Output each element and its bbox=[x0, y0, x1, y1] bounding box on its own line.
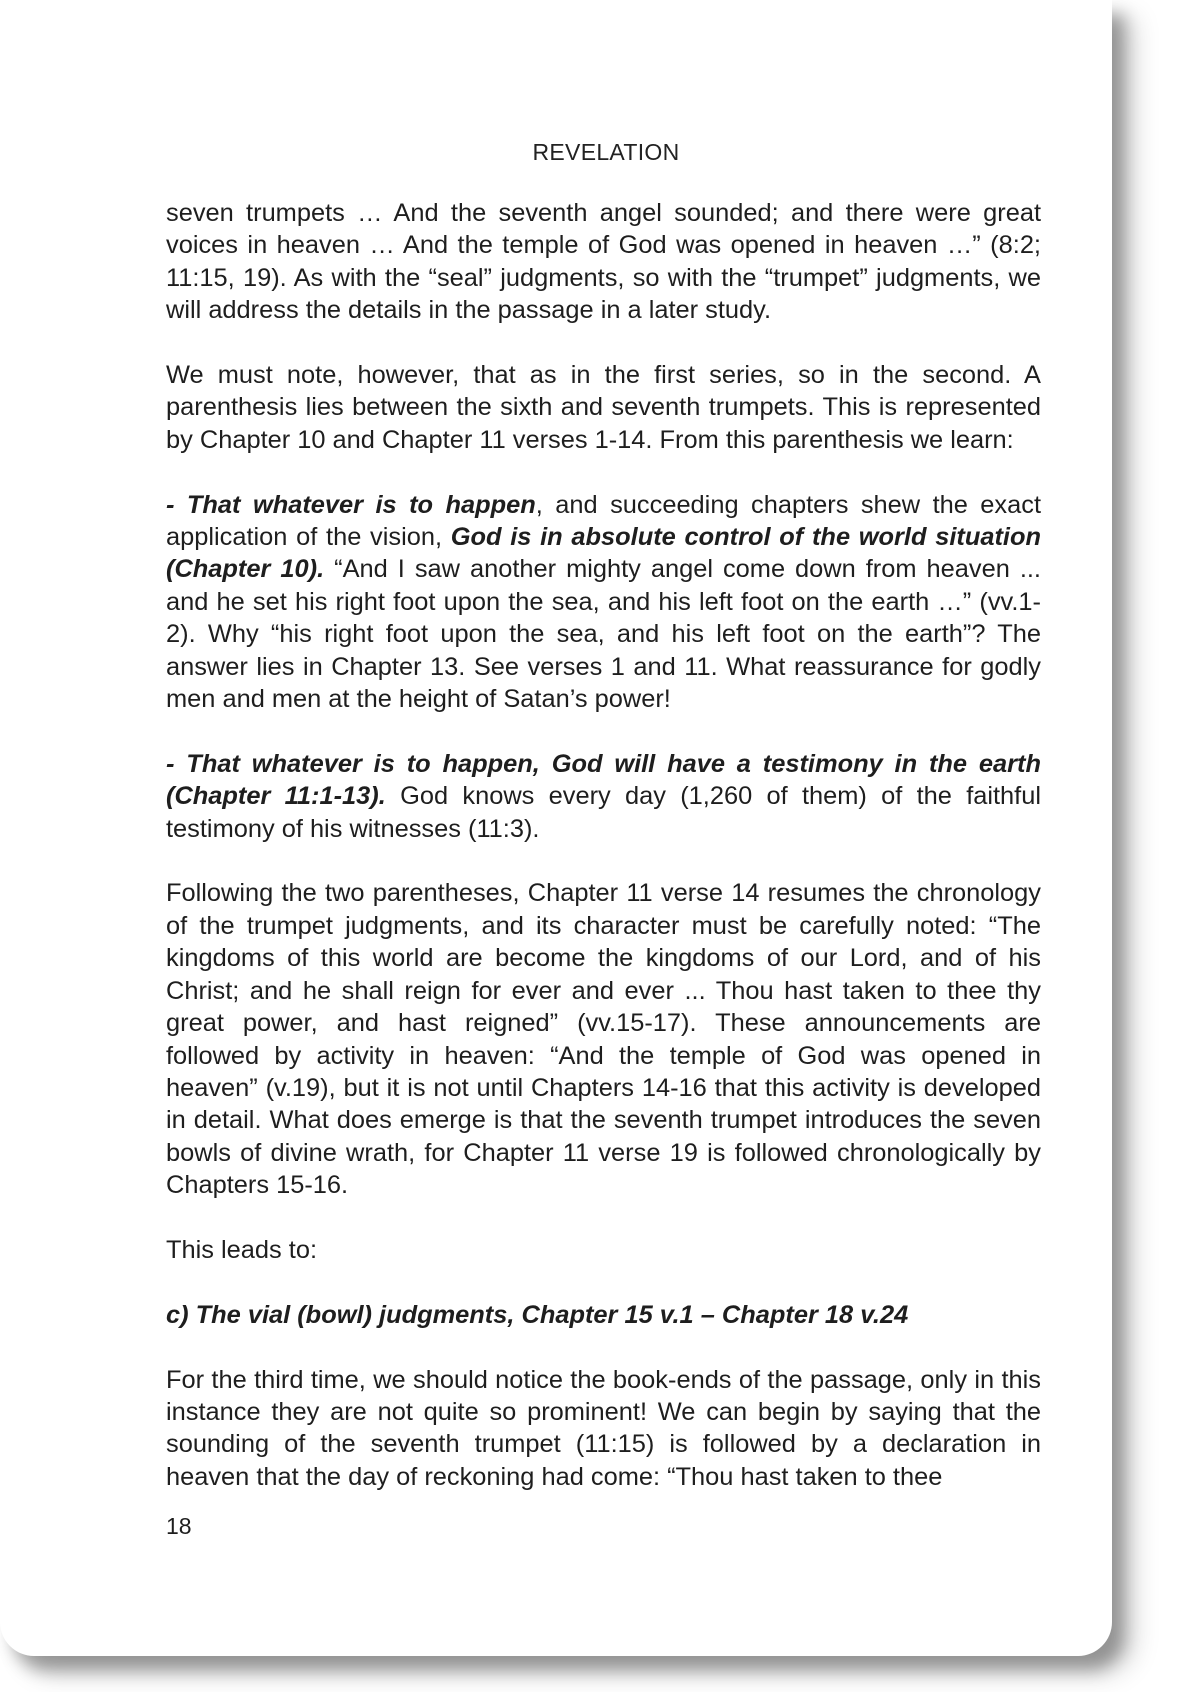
point-lead: - That whatever is to happen bbox=[166, 490, 536, 519]
point-text: God knows every day (1,260 of them) of the faithful testimony of his witnesses (11:3). bbox=[166, 782, 1041, 843]
point-text: , and succeeding chapters shew the exact application of the vision, bbox=[166, 490, 1041, 552]
paragraph-testimony bbox=[166, 748, 1041, 845]
point-lead: - That whatever is to happen, God will have a testimony in the earth (Chapter 11:1-13). bbox=[166, 749, 1041, 811]
paragraph-seventh-trumpet: Following the two parentheses, Chapter 11 verse 14 resumes the chronology of the trumpet judgments, and its character must be carefully noted: “The kingdoms of this world are become the kingdoms of our Lord, and of his Christ; and he shall reign for ever and ever ... Thou hast taken to thee thy great power, and hast reigned” (vv.15-17). These announcements are followed by activity in heaven: “And the temple of God was opened in heaven” (v.19), but it is not until Chapters 14-16 that this activity is developed in detail. What does emerge is that the seventh trumpet introduces the seven bowls of divine wrath, for Chapter 11 verse 19 is followed chronologically by Chapters 15-16. bbox=[166, 879, 1041, 1200]
point-text: “And I saw another mighty angel come down from heaven ... and he set his right foot upon the sea, and his left foot on the earth …” (vv.1-2). Why “his right foot upon the sea, and his left foot on the earth”? The answer lies in Chapter 13. See verses 1 and 11. What reassurance for godly men and men at the height of Satan’s power! bbox=[166, 555, 1041, 714]
running-head: REVELATION bbox=[532, 139, 680, 165]
paragraph-book-ends: For the third time, we should notice the book-ends of the passage, only in this instance they are not quite so prominent! We can begin by saying that the sounding of the seventh trumpet (11:15) is followed by a declaration in heaven that the day of reckoning had come: “Thou hast taken to thee bbox=[166, 1365, 1041, 1491]
paragraph-trumpets-intro: seven trumpets … And the seventh angel sounded; and there were great voices in heaven … And the temple of God was opened in heaven …” (8:2; 11:15, 19). As with the “seal” judgments, so with the “trumpet” judgments, we will address the details in the passage in a later study. bbox=[166, 199, 1041, 325]
paragraph-god-in-control bbox=[166, 489, 1041, 716]
point-emphasis: God is in absolute control of the world situation (Chapter 10). bbox=[166, 523, 1041, 584]
paragraph-leads-to: This leads to: bbox=[166, 1235, 318, 1264]
page-number: 18 bbox=[166, 1513, 192, 1539]
body-text bbox=[166, 197, 1041, 1493]
paragraph-parenthesis: We must note, however, that as in the first series, so in the second. A parenthesis lies between the sixth and seventh trumpets. This is represented by Chapter 10 and Chapter 11 verses 1-14. From this parenthesis we learn: bbox=[166, 361, 1041, 454]
section-heading: c) The vial (bowl) judgments, Chapter 15 v.1 – Chapter 18 v.24 bbox=[166, 1300, 909, 1329]
